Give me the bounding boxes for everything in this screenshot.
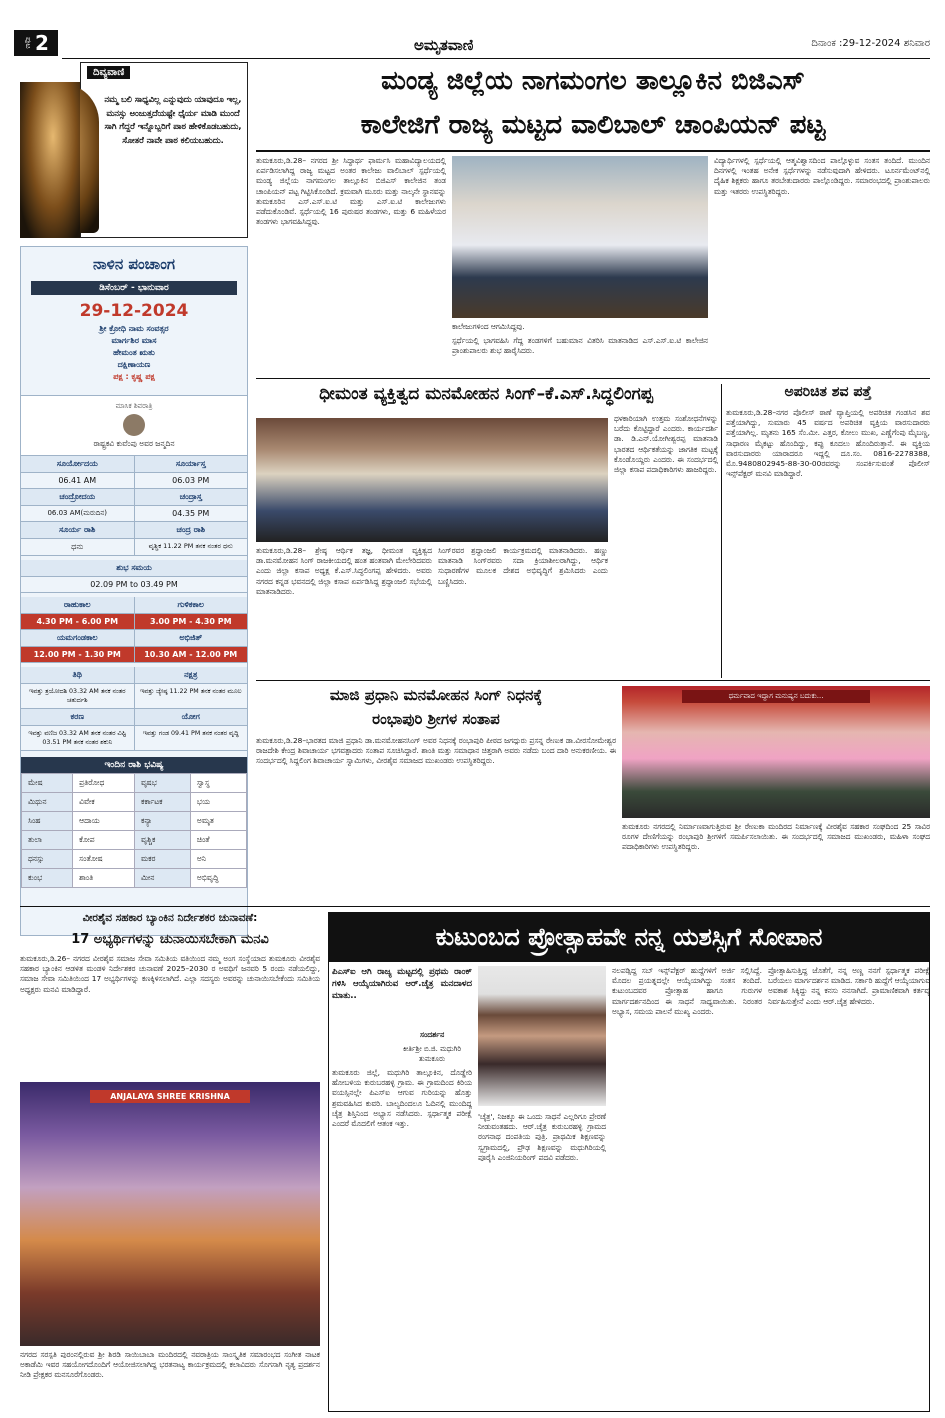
yama-abhijit-labels xyxy=(21,630,247,647)
rashi-prediction: ಭಯ xyxy=(190,793,246,812)
abhijit-value: 10.30 AM - 12.00 PM xyxy=(135,647,248,662)
story4-body: ತುಮಕೂರು,ಡಿ.28–ಭಾರತದ ಮಾಜಿ ಪ್ರಧಾನಿ ಡಾ.ಮನಮೋಹನಸಿಂಗ್ ಅವರ ನಿಧನಕ್ಕೆ ರಂಭಾಪುರಿ ಪೀಠದ ಜಗದ್ಗುರು ಪ್ರಸನ್ನ ರೇಣುಕ ಡಾ.ವೀರಸೋಮೇಶ್ವರ ರಾಜದೇಶಿ ಕೇಂದ್ರ ಶಿವಾಚಾರ್ಯ ಭಗವತ್ಪಾದರು ಸಂತಾಪ ಸೂಚಿಸಿದ್ದಾರೆ. ಶಾಂತಿ ಮತ್ತು ಸಮಾಧಾನ ಚಿತ್ತರಾಗಿ ಅವರು ನಡೆದು ಬಂದ ದಾರಿ ಅನುಕರಣೀಯ. ಈ ಸಂದರ್ಭದಲ್ಲಿ ಸಿದ್ದಲಿಂಗ ಶಿವಾಚಾರ್ಯ ಸ್ವಾಮಿಗಳು, ವೀರಶೈವ ಸಮಾಜದ ಮುಖಂಡರು ಉಪಸ್ಥಿತರಿದ್ದರು. xyxy=(256,736,616,766)
rashi-table xyxy=(21,773,247,888)
tithi-nakshatra-labels xyxy=(21,667,247,684)
rashi-row-values xyxy=(21,539,247,556)
header-date: ದಿನಾಂಕ :29-12-2024 ಶನಿವಾರ xyxy=(811,38,930,49)
rashi-sign: ಕರ್ಕಾಟಕ xyxy=(134,793,190,812)
rashi-sign: ಮೀನ xyxy=(134,869,190,888)
story6-col1: ತುಮಕೂರು ಜಿಲ್ಲೆ, ಮಧುಗಿರಿ ತಾಲ್ಲೂಕಿನ, ದೊಡ್ಡೇರಿ ಹೋಬಳಿಯ ಕುರುಬರಹಳ್ಳಿ ಗ್ರಾಮ. ಈ ಗ್ರಾಮದಿಂದ ಕಿರಿಯ ವಯಸ್ಸಿನಲ್ಲೇ ಪಿಎಸ್ಐ ಆಗುವ ಗುರಿಯನ್ನು ಹೊತ್ತು ಶ್ರಮವಹಿಸಿದ ಕುವರಿ. ಬಾಲ್ಯದಿಂದಲೂ ಓದಿನಲ್ಲಿ ಮುಂದಿದ್ದ ಚೈತ್ರ ಶಿಸ್ತಿನಿಂದ ಅಭ್ಯಾಸ ನಡೆಸಿದರು. ಸ್ಪರ್ಧಾತ್ಮಕ ಪರೀಕ್ಷೆ ಎಂದರೆ ಮೊದಲಿಗೆ ಆತಂಕ ಇತ್ತು. xyxy=(332,1068,472,1129)
panchanga-title: ನಾಳಿನ ಪಂಚಾಂಗ xyxy=(93,255,175,273)
tithi-value: ಇವತ್ತು ತ್ರಯೋದಶಿ 03.32 AM ತನಕ ನಂತರ ಚತುರ್ದಶಿ xyxy=(21,684,135,708)
volleyball-team-photo xyxy=(452,156,708,318)
story5-body: ತುಮಕೂರು,ಡಿ.26– ನಗರದ ವೀರಶೈವ ಸಮಾಜ ಸೇವಾ ಸಮಿತಿಯ ವತಿಯಿಂದ ನಮ್ಮ ಅಂಗ ಸಂಸ್ಥೆಯಾದ ತುಮಕೂರು ವೀರಶೈವ ಸಹಕಾರ ಬ್ಯಾಂಕಿನ ಆಡಳಿತ ಮಂಡಳಿ ನಿರ್ದೇಶಕರ ಚುನಾವಣೆ 2025–2030 ರ ಅವಧಿಗೆ ಜನವರಿ 5 ರಂದು ನಡೆಯಲಿದ್ದು, ಸಮಾಜ ಸೇವಾ ಸಮಿತಿಯಿಂದ 17 ಅಭ್ಯರ್ಥಿಗಳನ್ನು ಕಣಕ್ಕಿಳಿಸಲಾಗಿದೆ. ಎಲ್ಲಾ ಸದಸ್ಯರು ಅವರನ್ನು ಚುನಾಯಿಸಬೇಕೆಂದು ಸಮಿತಿಯ ಅಧ್ಯಕ್ಷರು ಮನವಿ ಮಾಡಿದ್ದಾರೆ. xyxy=(20,954,320,994)
shubha-value-row xyxy=(21,577,247,593)
story3-headline: ಅಪರಿಚಿತ ಶವ ಪತ್ತೆ xyxy=(784,384,872,400)
rashi-row xyxy=(22,812,247,831)
moonset-value: 04.35 PM xyxy=(172,509,210,518)
rashi-sign: ವೃಶ್ಚಿಕ xyxy=(134,831,190,850)
story2-headline: ಧೀಮಂತ ವ್ಯಕ್ತಿತ್ವದ ಮನಮೋಹನ ಸಿಂಗ್–ಕೆ.ಎಸ್.ಸಿದ್ಧಲಿಂಗಪ್ಪ xyxy=(319,384,653,404)
rashi-row xyxy=(22,831,247,850)
story4-photo-body: ತುಮಕೂರು ನಗರದಲ್ಲಿ ನಿರ್ಮಾಣವಾಗುತ್ತಿರುವ ಶ್ರೀ ರೇಣುಕಾ ಮಂದಿರದ ನಿರ್ಮಾಣಕ್ಕೆ ವೀರಶೈವ ಸಹಕಾರ ಸಂಘದಿಂದ 25 ಸಾವಿರ ರೂಗಳ ದೇಣಿಗೆಯನ್ನು ರಂಭಾಪುರಿ ಶ್ರೀಗಳಿಗೆ ಸಮರ್ಪಿಸಲಾಯಿತು. ಈ ಸಂದರ್ಭದಲ್ಲಿ ಸಮಾಜದ ಮುಖಂಡರು, ಮಹಿಳಾ ಸಂಘದ ಪದಾಧಿಕಾರಿಗಳು ಉಪಸ್ಥಿತರಿದ್ದರು. xyxy=(622,822,930,852)
sunrise-value: 06.41 AM xyxy=(21,473,135,488)
divyavani-box xyxy=(80,62,248,238)
story1-rule xyxy=(256,150,930,152)
rashi-prediction: ಅಮೃತ xyxy=(190,812,246,831)
rashi-prediction: ಶಾಂತಿ xyxy=(73,869,135,888)
tithi-label: ತಿಥಿ xyxy=(21,667,135,683)
rashi-prediction: ಚಿಂತೆ xyxy=(190,831,246,850)
story5-headline-2: 17 ಅಭ್ಯರ್ಥಿಗಳನ್ನು ಚುನಾಯಿಸಬೇಕಾಗಿ ಮನವಿ xyxy=(71,932,269,947)
paksha: ಪಕ್ಷ : ಕೃಷ್ಣ ಪಕ್ಷ xyxy=(113,372,155,381)
story4-bottom-rule xyxy=(20,906,930,907)
story5-caption: ನಗರದ ಸರಸ್ಪತಿ ಪುರಂನಲ್ಲಿರುವ ಶ್ರೀ ಶಿರಡಿ ಸಾಯಿಬಾಬಾ ಮಂದಿರದಲ್ಲಿ ನವರಾತ್ರಿಯ ಸಾಂಸ್ಕೃತಿಕ ಸಮಾರಂಭದ ಸಂಗೀತ ನಾಟಕ ಅಕಾಡೆಮಿ ಇವರ ಸಹಯೋಗದೊಂದಿಗೆ ಆಯೋಜಿಸಲಾಗಿದ್ದ ಭರತನಾಟ್ಯ ಕಾರ್ಯಕ್ರಮದಲ್ಲಿ ಕಲಾವಿದರು ಸೊಗಸಾಗಿ ನೃತ್ಯ ಪ್ರದರ್ಶನ ನೀಡಿ ಪ್ರೇಕ್ಷಕರ ಮನಸೂರೆಗೊಂಡರು. xyxy=(20,1350,320,1380)
rashi-prediction: ಪ್ರತಿರೋಧ xyxy=(73,774,135,793)
yama-value: 12.00 PM - 1.30 PM xyxy=(21,647,135,662)
karana-value: ಇವತ್ತು ವಣಿಜ 03.32 AM ತನಕ ನಂತರ ವಿಷ್ಟಿ 03.51 PM ತನಕ ನಂತರ ಶಕುನಿ xyxy=(21,726,135,750)
story4-top-rule xyxy=(256,680,930,681)
story6-col2: 'ಚೈತ್ರ', ನಿಜಕ್ಕೂ ಈ ಒಂದು ಸಾಧನೆ ಎಲ್ಲರಿಗೂ ಪ್ರೇರಣೆ ನೀಡುವಂತಹದು. ಆರ್.ಚೈತ್ರ ಕುರುಬರಹಳ್ಳಿ ಗ್ರಾಮದ ರಂಗನಾಥ ದಂಪತಿಯ ಪುತ್ರಿ. ಪ್ರಾಥಮಿಕ ಶಿಕ್ಷಣವನ್ನು ಸ್ವಗ್ರಾಮದಲ್ಲಿ, ಪ್ರೌಢ ಶಿಕ್ಷಣವನ್ನು ಮಧುಗಿರಿಯಲ್ಲಿ ಪೂರೈಸಿ ಎಂಜಿನಿಯರಿಂಗ್ ಪದವಿ ಪಡೆದರು. xyxy=(478,1112,606,1162)
panchanga-details xyxy=(21,323,247,383)
festival-text: ರಾಷ್ಟ್ರಕವಿ ಕುವೆಂಪು ಅವರ ಜನ್ಮದಿನ xyxy=(93,439,175,448)
rahu-label: ರಾಹುಕಾಲ xyxy=(21,597,135,613)
story1-headline-1: ಮಂಡ್ಯ ಜಿಲ್ಲೆಯ ನಾಗಮಂಗಲ ತಾಲ್ಲೂಕಿನ ಬಿಜಿಎಸ್ xyxy=(381,66,805,96)
karana-label: ಕರಣ xyxy=(21,709,135,725)
panchanga-month-day: ಡಿಸೆಂಬರ್ - ಭಾನುವಾರ xyxy=(31,281,237,295)
tithi-nakshatra-values xyxy=(21,684,247,709)
interviewer-name: ಕೀರ್ತಿಶ್ರೀ ಬಿ.ಜಿ. ಮಧುಗಿರಿ ತುಮಕೂರು xyxy=(402,1045,462,1063)
moonset-label: ಚಂದ್ರಾಸ್ತ xyxy=(135,489,248,505)
header-rule xyxy=(62,58,930,59)
rashi-sign: ಮಿಥುನ xyxy=(22,793,73,812)
karana-yoga-labels xyxy=(21,709,247,726)
story6-headline: ಕುಟುಂಬದ ಪ್ರೋತ್ಸಾಹವೇ ನನ್ನ ಯಶಸ್ಸಿಗೆ ಸೋಪಾನ xyxy=(435,923,823,951)
rashi-sign: ಧನಸ್ಸು xyxy=(22,850,73,869)
story6-col4: ಪ್ರೋತ್ಸಾಹಿಸುತ್ತಿದ್ದ ಜೊತೆಗೆ, ನನ್ನ ಅಣ್ಣ ನನಗೆ ಸ್ಪರ್ಧಾತ್ಮಕ ಪರೀಕ್ಷೆ ಬರೆಯಲು ಮಾರ್ಗದರ್ಶನ ಮಾಡಿದ. ಸರ್ಕಾರಿ ಹುದ್ದೆಗೆ ಆಯ್ಕೆಯಾಗುವ ಅವಕಾಶ ಸಿಕ್ಕಿದ್ದು ನನ್ನ ಕನಸು ನನಸಾಗಿದೆ. ಪ್ರಾಮಾಣಿಕವಾಗಿ ಕರ್ತವ್ಯ ನಿರ್ವಹಿಸುತ್ತೇನೆ ಎಂದು ಆರ್.ಚೈತ್ರ ಹೇಳಿದರು. xyxy=(768,966,930,1006)
rashi-prediction: ಆದಾಯ xyxy=(73,812,135,831)
shubha-label: ಶುಭ ಸಮಯ xyxy=(21,560,247,576)
story4-headline-2: ರಂಭಾಪುರಿ ಶ್ರೀಗಳ ಸಂತಾಪ xyxy=(372,710,500,728)
page-number-badge xyxy=(14,30,58,56)
rambhapuri-event-photo xyxy=(622,686,930,818)
story1-col1: ತುಮಕೂರು,ಡಿ.28– ನಗರದ ಶ್ರೀ ಸಿದ್ಧಾರ್ಥ ಫಾರ್ಮಸಿ ಮಹಾವಿದ್ಯಾಲಯದಲ್ಲಿ ಏರ್ಪಡಿಸಲಾಗಿದ್ದ ರಾಜ್ಯ ಮಟ್ಟದ ಅಂತರ ಕಾಲೇಜು ವಾಲಿಬಾಲ್ ಸ್ಪರ್ಧೆಯಲ್ಲಿ ಮಂಡ್ಯ ಜಿಲ್ಲೆಯ ನಾಗಮಂಗಲ ತಾಲ್ಲೂಕಿನ ಬಿಜಿಎಸ್ ಕಾಲೇಜಿನ ತಂಡ ಚಾಂಪಿಯನ್ ಪಟ್ಟ ಗಿಟ್ಟಿಸಿಕೊಂಡಿದೆ. ಕ್ರಮವಾಗಿ ಮೂರು ಮತ್ತು ನಾಲ್ಕನೇ ಸ್ಥಾನವನ್ನು ತುಮಕೂರಿನ ಎಸ್.ಎಸ್.ಐ.ಟಿ ಮತ್ತು ಎಸ್.ಐ.ಟಿ ಕಾಲೇಜುಗಳು ಪಡೆದುಕೊಂಡಿವೆ. ಸ್ಪರ್ಧೆಯಲ್ಲಿ 16 ಪುರುಷರ ತಂಡಗಳು, ಮತ್ತು 6 ಮಹಿಳೆಯರ ತಂಡಗಳು ಭಾಗವಹಿಸಿದ್ದವು. xyxy=(256,156,446,227)
story2-col2: ಸಿಂಗ್‌ರವರ ಶ್ರದ್ಧಾಂಜಲಿ ಕಾರ್ಯಕ್ರಮದಲ್ಲಿ ಮಾತನಾಡಿದರು. ಹಣ್ಣು ಮಾತನಾಡಿ ಸಿಂಗ್‌ರವರು ಸದಾ ಕ್ರಿಯಾಶೀಲರಾಗಿದ್ದು, ಆರ್ಥಿಕ ಸುಧಾರಣೆಗಳ ಮೂಲಕ ದೇಶದ ಅಭಿವೃದ್ಧಿಗೆ ಶ್ರಮಿಸಿದರು ಎಂದು ಬಣ್ಣಿಸಿದರು. xyxy=(438,546,608,586)
yama-label: ಯಮಗಂಡಕಾಲ xyxy=(21,630,135,646)
sunset-label: ಸೂರ್ಯಾಸ್ತ xyxy=(135,456,248,472)
rashi-title: ಇಂದಿನ ರಾಶಿ ಭವಿಷ್ಯ xyxy=(21,757,247,773)
yama-abhijit-values xyxy=(21,647,247,663)
moonrise-value: 06.03 AM(ಮರುದಿನ) xyxy=(21,506,135,521)
rambhapuri-photo-banner: ಧರ್ಮವಾದ ಇದ್ದಾಗ ಮನುಷ್ಯನ ಬದುಕು... xyxy=(682,690,870,703)
moonrise-label: ಚಂದ್ರೋದಯ xyxy=(21,489,135,505)
interview-label: ಸಂದರ್ಶನ xyxy=(420,1030,445,1039)
surya-rashi-value: ಧನು xyxy=(21,539,135,555)
ritu: ಹೇಮಂತ ಋತು xyxy=(113,348,155,357)
yoga-value: ಇವತ್ತು ಗಂಡ 09.41 PM ತನಕ ನಂತರ ವೃದ್ಧಿ xyxy=(142,730,239,737)
abhijit-label: ಅಭಿಜಿತ್ xyxy=(135,630,248,646)
rashi-prediction: ಅನಿ xyxy=(190,850,246,869)
nakshatra-value: ಇವತ್ತು ಜ್ಯೇಷ್ಠ 11.22 PM ತನಕ ನಂತರ ಮೂಲ xyxy=(140,688,242,695)
surya-rashi-label: ಸೂರ್ಯ ರಾಶಿ xyxy=(21,522,135,538)
nakshatra-label: ನಕ್ಷತ್ರ xyxy=(135,667,248,683)
rashi-sign: ಕುಂಭ xyxy=(22,869,73,888)
month-festival-label: ಮಾಸಿಕ ಶಿವರಾತ್ರಿ xyxy=(115,402,153,410)
rashi-prediction: ವಿವೇಕ xyxy=(73,793,135,812)
rashi-prediction: ಸ್ವಾಸ್ಥ xyxy=(190,774,246,793)
story2-col1: ತುಮಕೂರು,ಡಿ.28– ಶ್ರೇಷ್ಠ ಆರ್ಥಿಕ ತಜ್ಞ, ಧೀಮಂತ ವ್ಯಕ್ತಿತ್ವದ ಡಾ.ಮನಮೋಹನ ಸಿಂಗ್ ರಾಜಕೀಯದಲ್ಲಿ ಹಂತ ಹಂತವಾಗಿ ಮೇಲೇರಿದವರು ಎಂದು ಜಿಲ್ಲಾ ಕಸಾಪ ಅಧ್ಯಕ್ಷ ಕೆ.ಎಸ್.ಸಿದ್ಧಲಿಂಗಪ್ಪ ಹೇಳಿದರು. ಅವರು ನಗರದ ಕನ್ನಡ ಭವನದಲ್ಲಿ ಜಿಲ್ಲಾ ಕಸಾಪ ಏರ್ಪಡಿಸಿದ್ದ ಶ್ರದ್ಧಾಂಜಲಿ ಸಭೆಯಲ್ಲಿ ಮಾತನಾಡಿದರು. xyxy=(256,546,432,596)
sunrise-label: ಸೂರ್ಯೋದಯ xyxy=(21,456,135,472)
rashi-sign: ಮೇಷ xyxy=(22,774,73,793)
moon-row-labels xyxy=(21,489,247,506)
rashi-row xyxy=(22,793,247,812)
rashi-prediction: ಅಭಿವೃದ್ಧಿ xyxy=(190,869,246,888)
story1-headline-2: ಕಾಲೇಜಿಗೆ ರಾಜ್ಯ ಮಟ್ಟದ ವಾಲಿಬಾಲ್ ಚಾಂಪಿಯನ್ ಪಟ್ಟ xyxy=(360,110,826,140)
rashi-sign: ಸಿಂಹ xyxy=(22,812,73,831)
rashi-sign: ಕನ್ಯಾ xyxy=(134,812,190,831)
rashi-sign: ತುಲಾ xyxy=(22,831,73,850)
rahu-value: 4.30 PM - 6.00 PM xyxy=(21,614,135,629)
story1-bottom-rule xyxy=(256,378,930,379)
shubha-value: 02.09 PM to 03.49 PM xyxy=(90,580,178,589)
panchanga-panel xyxy=(20,246,248,936)
story5-headline-1: ವೀರಶೈವ ಸಹಕಾರ ಬ್ಯಾಂಕಿನ ನಿರ್ದೇಶಕರ ಚುನಾವಣೆ: xyxy=(82,912,258,924)
tribute-event-photo xyxy=(256,418,608,542)
masthead: ಅಮೃತವಾಣಿ xyxy=(414,36,474,54)
moon-row-values xyxy=(21,506,247,522)
story2-col3: ಧಳಕಾರಿಯಾಗಿ ಉತ್ತಮ ಸಂಶೋಧನೆಗಳನ್ನು ಬರೆದು ಕೊಟ್ಟಿದ್ದಾರೆ ಎಂದರು. ಕಾರ್ಯದರ್ಶಿ ಡಾ. ಡಿ.ಎನ್.ಯೋಗೀಶ್ವರಪ್ಪ ಮಾತನಾಡಿ ಭಾರತದ ಆರ್ಥಿಕತೆಯನ್ನು ಜಾಗತಿಕ ಮಟ್ಟಕ್ಕೆ ಕೊಂಡೊಯ್ದರು ಎಂದರು. ಈ ಸಂದರ್ಭದಲ್ಲಿ ಜಿಲ್ಲಾ ಕಸಾಪ ಪದಾಧಿಕಾರಿಗಳು ಹಾಜರಿದ್ದರು. xyxy=(614,414,718,475)
divyavani-title: ದಿವ್ಯವಾಣಿ xyxy=(87,66,130,79)
sun-row-values xyxy=(21,473,247,489)
story4-headline-1: ಮಾಜಿ ಪ್ರಧಾನಿ ಮನಮೋಹನ ಸಿಂಗ್ ನಿಧನಕ್ಕೆ xyxy=(329,686,543,704)
karana-yoga-values xyxy=(21,726,247,751)
story3-body: ತುಮಕೂರು,ಡಿ.28–ನಗರ ಪೊಲೀಸ್ ಠಾಣೆ ವ್ಯಾಪ್ತಿಯಲ್ಲಿ ಅಪರಿಚಿತ ಗಂಡಸಿನ ಶವ ಪತ್ತೆಯಾಗಿದ್ದು, ಸುಮಾರು 45 ವರ್ಷದ ಅಪರಿಚಿತ ವ್ಯಕ್ತಿಯ ವಾರಸುದಾರರು ಪತ್ತೆಯಾಗಿಲ್ಲ. ಮೃತನು 165 ಸೆಂ.ಮೀ. ಎತ್ತರ, ಕೋಲು ಮುಖ, ಎಣ್ಣೆಗೆಂಪು ಮೈಬಣ್ಣ, ಸಾಧಾರಣ ಮೈಕಟ್ಟು ಹೊಂದಿದ್ದು, ಕಪ್ಪು ಕೂದಲು ಹೊಂದಿರುತ್ತಾನೆ. ಈ ವ್ಯಕ್ತಿಯ ವಾರಸುದಾರರು ಯಾರಾದರೂ ಇದ್ದಲ್ಲಿ ದೂ.ಸಂ. 0816-2278388, ಮೊ.9480802945-88-30-00ರವರನ್ನು ಸಂಪರ್ಕಿಸುವಂತೆ ಪೊಲೀಸ್ ಇನ್ಸ್‌ಪೆಕ್ಟರ್ ಮನವಿ ಮಾಡಿದ್ದಾರೆ. xyxy=(726,408,930,479)
page-label: ಪುಟ xyxy=(24,37,34,49)
rashi-row-labels xyxy=(21,522,247,539)
dance-photo-banner: ANJALAYA SHREE KRISHNA xyxy=(90,1090,250,1103)
dance-performance-photo xyxy=(20,1082,320,1346)
rashi-sign: ವೃಷಭ xyxy=(134,774,190,793)
story1-col3: ವಿದ್ಯಾರ್ಥಿಗಳಲ್ಲಿ ಸ್ಪರ್ಧೆಯಲ್ಲಿ ಆತ್ಮವಿಶ್ವಾಸದಿಂದ ಪಾಲ್ಗೊಳ್ಳುವ ಸಂತಸ ತಂದಿದೆ. ಮುಂದಿನ ದಿನಗಳಲ್ಲಿ ಇಂತಹ ಅನೇಕ ಸ್ಪರ್ಧೆಗಳನ್ನು ನಡೆಸುವುದಾಗಿ ಹೇಳಿದರು. ಟೂರ್ನಮೆಂಟ್‌ನಲ್ಲಿ ದೈಹಿಕ ಶಿಕ್ಷಕರು ಹಾಗೂ ತರಬೇತುದಾರರು ಪಾಲ್ಗೊಂಡಿದ್ದರು. ಸಮಾರಂಭದಲ್ಲಿ ಪ್ರಾಂಶುಪಾಲರು ಮತ್ತು ಇತರರು ಉಪಸ್ಥಿತರಿದ್ದರು. xyxy=(714,156,930,196)
buddha-panel xyxy=(20,82,80,238)
rashi-prediction: ಕೋಪ xyxy=(73,831,135,850)
story1-photo-caption: ಕಾಲೇಜುಗಳಿಂದ ಆಗಮಿಸಿದ್ದವು. xyxy=(452,322,525,331)
rashi-sign: ಮಕರ xyxy=(134,850,190,869)
rahu-gulika-values xyxy=(21,614,247,630)
story6-frame xyxy=(328,912,930,1412)
story1-bottom: ಸ್ಪರ್ಧೆಯಲ್ಲಿ ಭಾಗವಹಿಸಿ ಗೆದ್ದ ತಂಡಗಳಿಗೆ ಬಹುಮಾನ ವಿತರಿಸಿ ಮಾತನಾಡಿದ ಎಸ್.ಎಸ್.ಐ.ಟಿ ಕಾಲೇಜಿನ ಪ್ರಾಂಶುಪಾಲರು ಶುಭ ಹಾರೈಸಿದರು. xyxy=(452,336,708,356)
shubha-label-row xyxy=(21,560,247,577)
story3-divider xyxy=(721,384,722,678)
yoga-label: ಯೋಗ xyxy=(135,709,248,725)
masa: ಮಾರ್ಗಶಿರ ಮಾಸ xyxy=(111,336,157,345)
ayana: ದಕ್ಷಿಣಾಯಣ xyxy=(117,360,151,369)
rashi-prediction: ಸಂತೋಷ xyxy=(73,850,135,869)
story6-col3: ನಲಪಡ್ಸಿದ್ದ ಸಬ್ ಇನ್ಸ್‌ಪೆಕ್ಟರ್ ಹುದ್ದೆಗಳಿಗೆ ಅರ್ಜಿ ಸಲ್ಲಿಸಿದ್ದೆ. ಮೊದಲ ಪ್ರಯತ್ನದಲ್ಲೇ ಆಯ್ಕೆಯಾಗಿದ್ದು ಸಂತಸ ತಂದಿದೆ. ಕುಟುಂಬದವರ ಪ್ರೋತ್ಸಾಹ ಹಾಗೂ ಗುರುಗಳ ಮಾರ್ಗದರ್ಶನದಿಂದ ಈ ಸಾಧನೆ ಸಾಧ್ಯವಾಯಿತು. ನಿರಂತರ ಅಭ್ಯಾಸ, ಸಮಯ ಪಾಲನೆ ಮುಖ್ಯ ಎಂದರು. xyxy=(612,966,762,1016)
divyavani-quote: ನಮ್ಮ ಬಲಿ ಸಾಧ್ಯವಿಲ್ಲ ಎನ್ನುವುದು ಯಾವುದೂ ಇಲ್ಲ, ಮನಸ್ಸು ಅಂಜುತ್ತದೆಯಷ್ಟೇ ಧೈರ್ಯ ಮಾಡಿ ಮುಂದೆ ಸಾಗಿ ಗೆದ್ದರೆ ಇನ್ನೊಬ್ಬರಿಗೆ ಪಾಠ ಹೇಳಿಕೊಡಬಹುದು, ಸೋತರೆ ನಾವೇ ಪಾಠ ಕಲಿಯಬಹುದು. xyxy=(104,94,242,145)
story6-kicker: ಪಿಎಸ್‌ಐ ಆಗಿ ರಾಜ್ಯ ಮಟ್ಟದಲ್ಲಿ ಪ್ರಥಮ ರಾಂಕ್ ಗಳಿಸಿ ಆಯ್ಕೆಯಾಗಿರುವ ಆರ್.ಚೈತ್ರ ಮನದಾಳದ ಮಾತು.. xyxy=(332,967,472,1001)
sun-row-labels xyxy=(21,456,247,473)
samvatsara: ಶ್ರೀ ಕ್ರೋಧಿ ನಾಮ ಸಂವತ್ಸರ xyxy=(99,324,169,333)
festival-box xyxy=(21,395,247,456)
rashi-row xyxy=(22,774,247,793)
rahu-gulika-labels xyxy=(21,597,247,614)
panchanga-date: 29-12-2024 xyxy=(79,301,189,321)
rashi-row xyxy=(22,869,247,888)
page-header xyxy=(14,30,930,60)
chandra-rashi-label: ಚಂದ್ರ ರಾಶಿ xyxy=(135,522,248,538)
gulika-label: ಗುಳಿಕಕಾಲ xyxy=(135,597,248,613)
chandra-rashi-value: ವೃಶ್ಚಿಕ 11.22 PM ತನಕ ನಂತರ ಧನು xyxy=(148,542,233,550)
gulika-value: 3.00 PM - 4.30 PM xyxy=(135,614,248,629)
rashi-row xyxy=(22,850,247,869)
page-number: 2 xyxy=(35,31,49,55)
kuvempu-portrait xyxy=(123,414,145,436)
sunset-value: 06.03 PM xyxy=(172,476,210,485)
